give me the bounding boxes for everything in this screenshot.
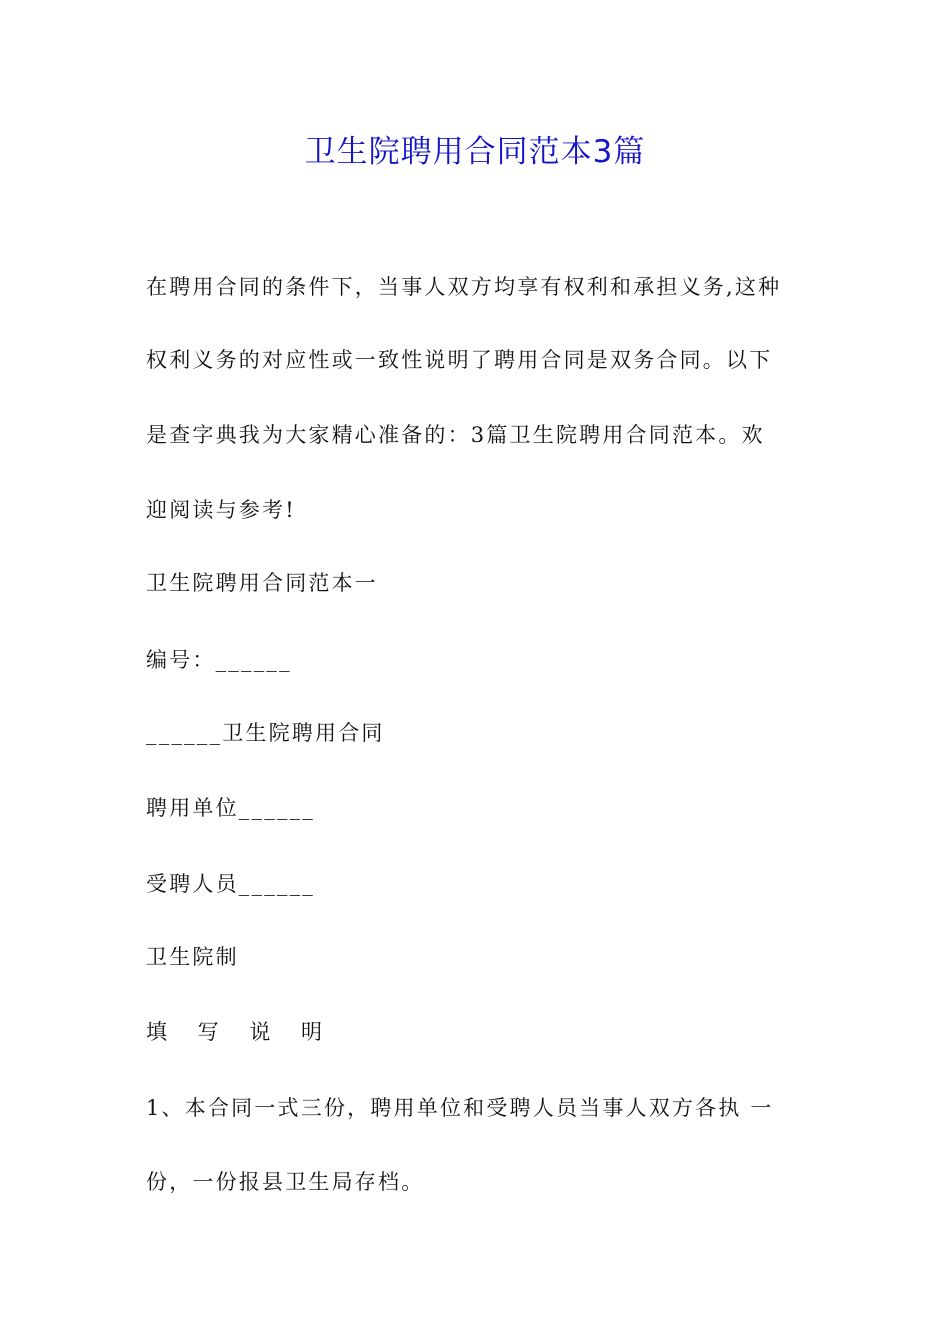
instruction-1-line-2: 份，一份报县卫生局存档。	[146, 1170, 425, 1194]
section-heading: 卫生院聘用合同范本一	[146, 571, 378, 595]
contract-number-line: 编号：______	[146, 648, 292, 672]
intro-line-4: 迎阅读与参考!	[146, 498, 296, 522]
intro-line-2: 权利义务的对应性或一致性说明了聘用合同是双务合同。以下	[146, 348, 773, 372]
document-title: 卫生院聘用合同范本3篇	[304, 134, 646, 170]
intro-line-3: 是查字典我为大家精心准备的：3篇卫生院聘用合同范本。欢	[146, 423, 765, 447]
intro-line-1: 在聘用合同的条件下，当事人双方均享有权利和承担义务,这种	[146, 275, 782, 299]
issuer-line: 卫生院制	[146, 945, 239, 969]
instructions-heading: 填 写 说 明	[146, 1020, 335, 1044]
employee-line: 受聘人员______	[146, 872, 315, 896]
employer-line: 聘用单位______	[146, 796, 315, 820]
instruction-1-line-1: 1、本合同一式三份，聘用单位和受聘人员当事人双方各执 一	[146, 1096, 774, 1120]
contract-name-line: ______卫生院聘用合同	[146, 721, 385, 745]
